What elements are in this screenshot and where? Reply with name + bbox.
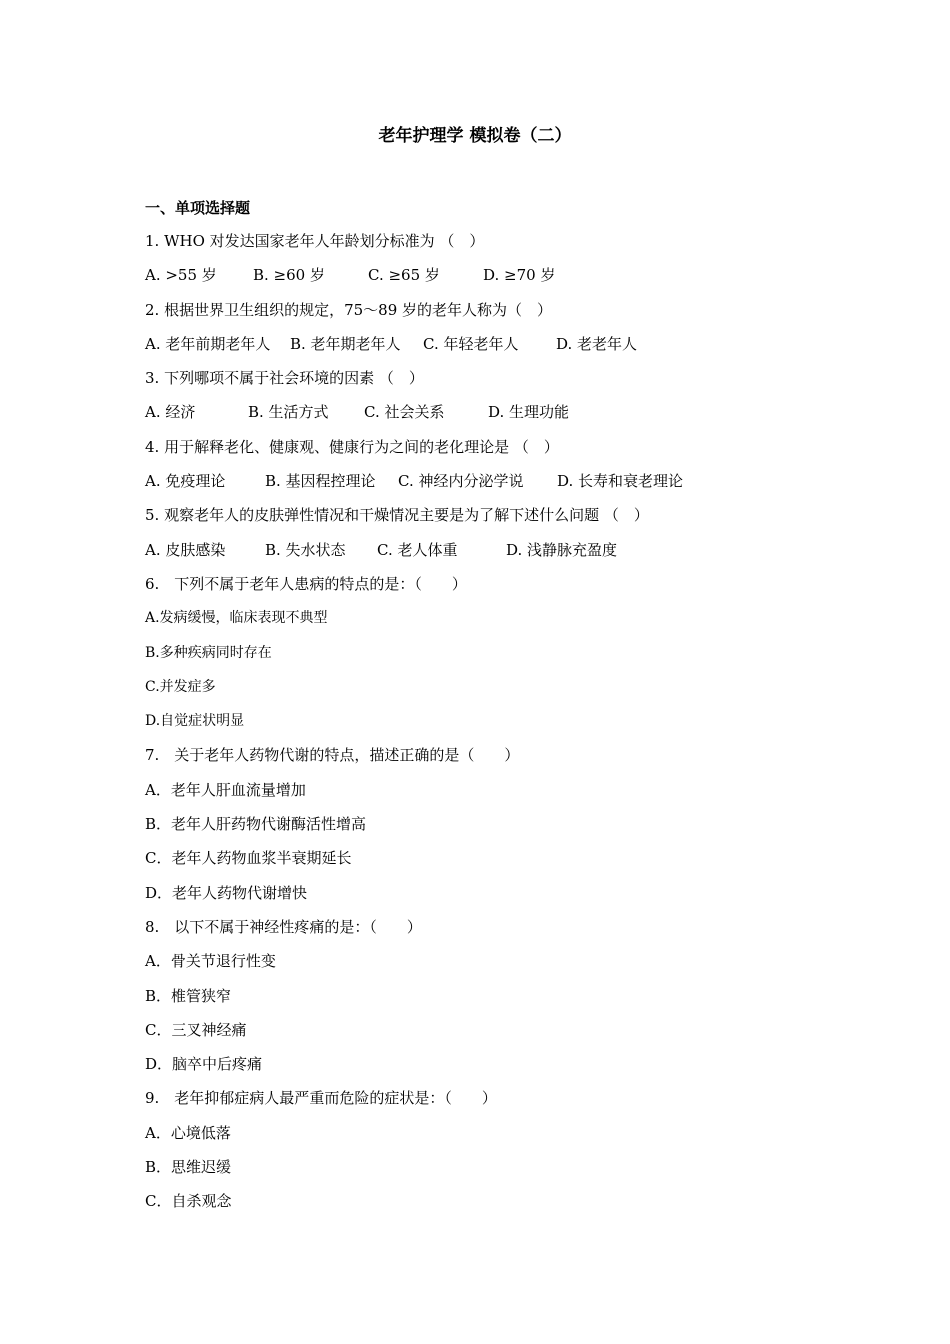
option-4a: A. 免疫理论 — [145, 472, 226, 491]
question-options-4 — [145, 469, 825, 503]
question-stem-7: 7. 关于老年人药物代谢的特点，描述正确的是（ ） — [145, 746, 520, 765]
question-list — [145, 196, 825, 1224]
option-2a: A. 老年前期老年人 — [145, 334, 271, 353]
option-6d: D.自觉症状明显 — [145, 713, 245, 730]
question-stem-4: 4. 用于解释老化、健康观、健康行为之间的老化理论是 （ ） — [145, 437, 559, 456]
option-5c: C. 老人体重 — [377, 540, 458, 559]
option-3a: A. 经济 — [145, 403, 196, 422]
question-stem-6: 6. 下列不属于老年人患病的特点的是：（ ） — [145, 574, 467, 593]
option-6a: A.发病缓慢，临床表现不典型 — [145, 610, 328, 627]
option-5a: A. 皮肤感染 — [145, 540, 226, 559]
option-3c: C. 社会关系 — [364, 403, 445, 422]
section-heading: 一、单项选择题 — [145, 199, 251, 217]
option-2d: D. 老老年人 — [556, 334, 638, 353]
option-4d: D. 长寿和衰老理论 — [557, 472, 684, 491]
option-1d: D. ≥70 岁 — [483, 266, 556, 285]
document-title: 老年护理学 模拟卷（二） — [378, 126, 572, 146]
option-5b: B. 失水状态 — [265, 540, 346, 559]
question-options-1 — [145, 263, 825, 297]
question-stem-1: 1. WHO 对发达国家老年人年龄划分标准为 （ ） — [145, 232, 485, 250]
option-7c: C．老年人药物血浆半衰期延长 — [145, 849, 352, 868]
option-8d: D．脑卒中后疼痛 — [145, 1055, 263, 1074]
option-9a: A．心境低落 — [145, 1123, 231, 1142]
option-7b: B．老年人肝药物代谢酶活性增高 — [145, 815, 367, 834]
question-options-3 — [145, 400, 825, 434]
option-5d: D. 浅静脉充盈度 — [506, 540, 618, 559]
option-2b: B. 老年期老年人 — [290, 334, 401, 353]
option-8a: A．骨关节退行性变 — [145, 952, 276, 971]
question-options-2 — [145, 332, 825, 366]
option-3b: B. 生活方式 — [248, 403, 329, 422]
option-4b: B. 基因程控理论 — [265, 472, 376, 491]
option-6b: B.多种疾病同时存在 — [145, 644, 272, 661]
question-stem-9: 9. 老年抑郁症病人最严重而危险的症状是：（ ） — [145, 1089, 497, 1108]
option-4c: C. 神经内分泌学说 — [398, 472, 524, 491]
option-2c: C. 年轻老年人 — [423, 334, 519, 353]
question-stem-8: 8. 以下不属于神经性疼痛的是：（ ） — [145, 917, 422, 936]
option-3d: D. 生理功能 — [488, 403, 570, 422]
option-7d: D．老年人药物代谢增快 — [145, 883, 308, 902]
question-stem-5: 5. 观察老年人的皮肤弹性情况和干燥情况主要是为了解下述什么问题 （ ） — [145, 506, 649, 525]
option-1b: B. ≥60 岁 — [253, 266, 325, 285]
option-6c: C.并发症多 — [145, 678, 216, 695]
option-9c: C．自杀观念 — [145, 1192, 232, 1211]
option-1c: C. ≥65 岁 — [368, 266, 440, 285]
question-stem-3: 3. 下列哪项不属于社会环境的因素 （ ） — [145, 369, 424, 388]
option-8b: B．椎管狭窄 — [145, 986, 232, 1005]
option-7a: A．老年人肝血流量增加 — [145, 780, 306, 799]
question-stem-2: 2. 根据世界卫生组织的规定，75～89 岁的老年人称为（ ） — [145, 300, 553, 319]
option-1a: A. >55 岁 — [145, 266, 217, 285]
question-options-5 — [145, 538, 825, 572]
option-9b: B．思维迟缓 — [145, 1158, 232, 1177]
option-8c: C．三叉神经痛 — [145, 1020, 247, 1039]
